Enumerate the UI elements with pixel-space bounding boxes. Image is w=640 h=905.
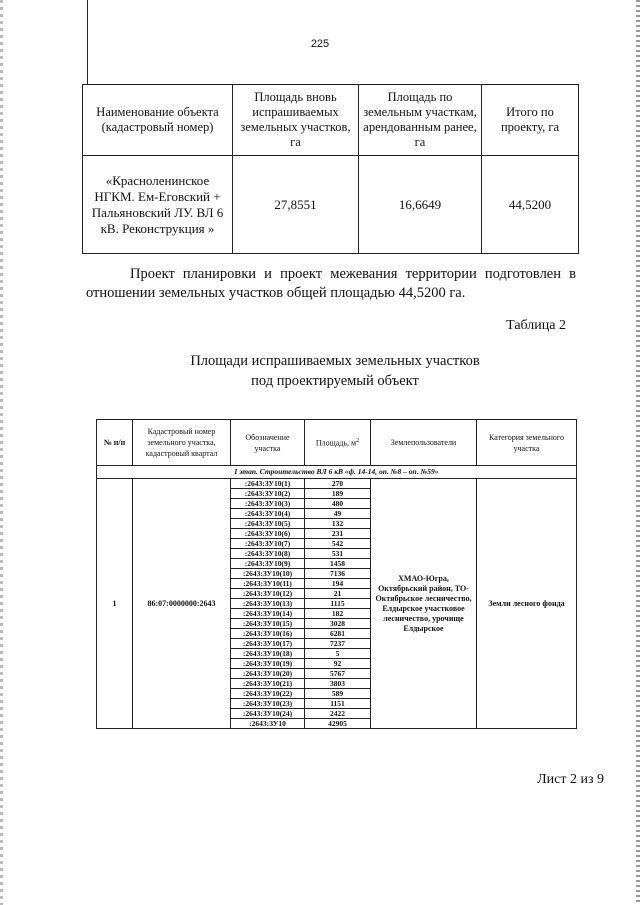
areas-table — [96, 419, 577, 729]
area-cell: 42905 — [305, 719, 371, 729]
designation-cell: :2643:ЗУ10 — [231, 719, 305, 729]
area-cell: 1151 — [305, 699, 371, 709]
area-cell: 1458 — [305, 559, 371, 569]
project-paragraph — [86, 265, 576, 303]
new-area-cell: 27,8551 — [233, 156, 359, 254]
paragraph-text: Проект планировки и проект межевания территории подготовлен в отношении земельных участков общей площадью 44,5200 га. — [86, 266, 576, 301]
col-header: Категория земельного участка — [477, 420, 577, 466]
cadastral-cell: 86:07:0000000:2643 — [133, 479, 231, 729]
area-cell: 531 — [305, 549, 371, 559]
area-cell: 480 — [305, 499, 371, 509]
users-cell: ХМАО-Югра, Октябрьский район, ТО-Октябрьское лесничество, Елдырское участковое лесничество, урочище Елдырское — [371, 479, 477, 729]
designation-cell: :2643:ЗУ10(15) — [231, 619, 305, 629]
col-header: Землепользователи — [371, 420, 477, 466]
summary-header: Итого по проекту, га — [482, 85, 579, 156]
areas-header-row — [97, 420, 577, 466]
total-area-cell: 44,5200 — [482, 156, 579, 254]
area-cell: 542 — [305, 539, 371, 549]
designation-cell: :2643:ЗУ10(18) — [231, 649, 305, 659]
summary-header: Наименование объекта (кадастровый номер) — [83, 85, 233, 156]
designation-cell: :2643:ЗУ10(5) — [231, 519, 305, 529]
area-cell: 270 — [305, 479, 371, 489]
scan-left-edge — [0, 0, 3, 905]
area-cell: 182 — [305, 609, 371, 619]
summary-header: Площадь по земельным участкам, арендованным ранее, га — [359, 85, 482, 156]
designation-cell: :2643:ЗУ10(9) — [231, 559, 305, 569]
designation-cell: :2643:ЗУ10(3) — [231, 499, 305, 509]
col-header: № п/п — [97, 420, 133, 466]
designation-cell: :2643:ЗУ10(2) — [231, 489, 305, 499]
designation-cell: :2643:ЗУ10(11) — [231, 579, 305, 589]
designation-cell: :2643:ЗУ10(22) — [231, 689, 305, 699]
summary-header: Площадь вновь испрашиваемых земельных участков, га — [233, 85, 359, 156]
designation-cell: :2643:ЗУ10(8) — [231, 549, 305, 559]
stage-row — [97, 466, 577, 479]
designation-cell: :2643:ЗУ10(23) — [231, 699, 305, 709]
table-title — [90, 351, 580, 391]
category-cell: Земли лесного фонда — [477, 479, 577, 729]
stage-cell: I этап. Строительство ВЛ 6 кВ «ф. 14-14, оп. №8 – оп. №59» — [97, 466, 577, 479]
scan-right-edge — [636, 0, 640, 905]
designation-cell: :2643:ЗУ10(10) — [231, 569, 305, 579]
summary-table — [82, 84, 579, 254]
object-name-cell: «Красноленинское НГКМ. Ем-Еговский + Пальяновский ЛУ. ВЛ 6 кВ. Реконструкция » — [83, 156, 233, 254]
designation-cell: :2643:ЗУ10(17) — [231, 639, 305, 649]
designation-cell: :2643:ЗУ10(6) — [231, 529, 305, 539]
col-header: Площадь, $м^2$ — [305, 420, 371, 466]
area-cell: 231 — [305, 529, 371, 539]
area-cell: 92 — [305, 659, 371, 669]
area-cell: 3803 — [305, 679, 371, 689]
area-cell: 2422 — [305, 709, 371, 719]
summary-data-row — [83, 156, 579, 254]
designation-cell: :2643:ЗУ10(12) — [231, 589, 305, 599]
area-cell: 7237 — [305, 639, 371, 649]
title-line: под проектируемый объект — [251, 373, 419, 389]
areas-body — [97, 479, 577, 729]
designation-cell: :2643:ЗУ10(24) — [231, 709, 305, 719]
area-cell: 3028 — [305, 619, 371, 629]
area-cell: 6281 — [305, 629, 371, 639]
area-cell: 7136 — [305, 569, 371, 579]
table-label: Таблица 2 — [506, 318, 566, 333]
area-header-text: Площадь, м — [315, 438, 357, 448]
area-cell: 589 — [305, 689, 371, 699]
area-cell: 5 — [305, 649, 371, 659]
area-cell: 194 — [305, 579, 371, 589]
col-header: Кадастровый номер земельного участка, кадастровый квартал — [133, 420, 231, 466]
designation-cell: :2643:ЗУ10(16) — [231, 629, 305, 639]
area-cell: 5767 — [305, 669, 371, 679]
table-row — [97, 479, 577, 489]
area-cell: 189 — [305, 489, 371, 499]
sheet-number: Лист 2 из 9 — [537, 772, 604, 787]
designation-cell: :2643:ЗУ10(4) — [231, 509, 305, 519]
area-cell: 49 — [305, 509, 371, 519]
leased-area-cell: 16,6649 — [359, 156, 482, 254]
area-cell: 1115 — [305, 599, 371, 609]
title-line: Площади испрашиваемых земельных участков — [190, 353, 480, 369]
designation-cell: :2643:ЗУ10(14) — [231, 609, 305, 619]
num-cell: 1 — [97, 479, 133, 729]
designation-cell: :2643:ЗУ10(7) — [231, 539, 305, 549]
designation-cell: :2643:ЗУ10(13) — [231, 599, 305, 609]
designation-cell: :2643:ЗУ10(1) — [231, 479, 305, 489]
col-header: Обозначение участка — [231, 420, 305, 466]
page-number: 225 — [310, 38, 330, 50]
area-cell: 21 — [305, 589, 371, 599]
designation-cell: :2643:ЗУ10(21) — [231, 679, 305, 689]
designation-cell: :2643:ЗУ10(20) — [231, 669, 305, 679]
designation-cell: :2643:ЗУ10(19) — [231, 659, 305, 669]
area-cell: 132 — [305, 519, 371, 529]
summary-header-row — [83, 85, 579, 156]
